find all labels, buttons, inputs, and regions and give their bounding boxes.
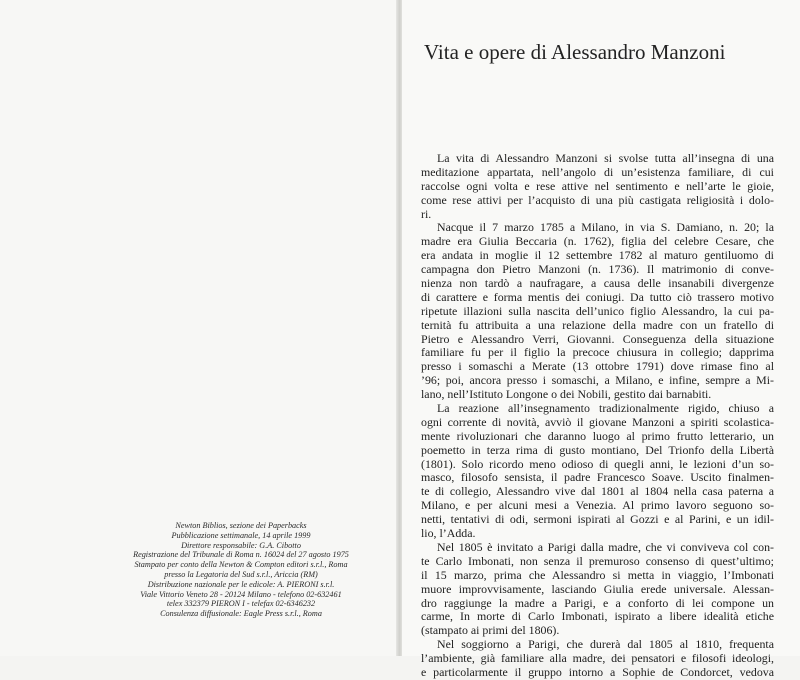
colophon-line: Newton Biblios, sezione dei Paperbacks (175, 521, 307, 530)
text-line: masco, filosofo sensista, il padre Francesco Soave. Uscito finalmen- (421, 470, 774, 485)
text-line: ogni corrente di novità, avviò il giovane Manzoni a spiriti scolastica- (421, 414, 774, 429)
text-line: era andata in moglie il 12 settembre 1782 al maturo gentiluomo di (421, 248, 774, 263)
text-line: Pietro e Alessandro Verri, Giovanni. Conseguenza della situazione (421, 331, 774, 346)
text-line: Nel soggiorno a Parigi, che durerà dal 1805 al 1810, frequenta (437, 637, 774, 652)
text-line: madre era Giulia Beccaria (n. 1762), figlia del celebre Cesare, che (421, 234, 774, 249)
text-line: dro raggiunge la madre a Parigi, e a conforto di lei compone un (421, 595, 774, 610)
text-line: lano, nell’Istituto Longone o dei Nobili, gestito dai barnabiti. (421, 387, 712, 402)
text-line: raccolse ogni volta e rese attive nel sentimento e nell’arte le gioie, (421, 178, 774, 193)
text-line: Nacque il 7 marzo 1785 a Milano, in via S. Damiano, n. 20; la (437, 220, 774, 235)
text-line: familiare fu per il figlio la precoce chiusura in collegio; dapprima (421, 345, 774, 360)
colophon-line: telex 332379 PIERON I - telefax 02-6346232 (166, 599, 316, 609)
text-line: muore improvvisamente, lasciando Giulia erede universale. Alessan- (421, 581, 774, 596)
text-line: (stampato ai primi del 1806). (421, 623, 560, 638)
text-line: come rese attivi per l’acquisto di una più castigata religiosità i dolo- (421, 192, 774, 207)
colophon-line: presso la Legatoria del Sud s.r.l., Ariccia (RM) (164, 569, 318, 579)
text-line: La vita di Alessandro Manzoni si svolse tutta all’insegna di una (437, 151, 774, 165)
colophon-line: Viale Vittorio Veneto 28 - 20124 Milano - telefono 02-632461 (140, 589, 342, 599)
text-line: ’96; poi, ancora presso i somaschi, a Milano, e infine, sempre a Mi- (421, 373, 774, 388)
text-line: campagna don Pietro Manzoni (n. 1736). Il matrimonio di conve- (421, 262, 774, 277)
text-line: presso i somaschi a Merate (13 ottobre 1791) dove rimase fino al (421, 359, 774, 374)
text-line: e particolarmente il gruppo intorno a Sophie de Condorcet, vedova (421, 664, 774, 679)
colophon-line: Pubblicazione settimanale, 14 aprile 1999 (171, 530, 311, 540)
text-line: il 15 marzo, prima che Alessandro si metta in viaggio, l’Imbonati (421, 567, 774, 582)
text-line: di carattere e forma mentis dei coniugi. Da tutto ciò trassero motivo (421, 289, 774, 304)
text-line: l’ambiente, già familiare alla madre, dei pensatori e filosofi ideologi, (421, 651, 774, 666)
text-line: ri. (421, 206, 432, 221)
text-line: mente rivoluzionari che daranno luogo al primo frutto letterario, un (421, 428, 774, 443)
text-line: te Carlo Imbonati, non senza il premuroso consenso di quest’ultimo; (421, 553, 774, 568)
text-line: nienza non tardò a naufragare, a causa delle insanabili divergenze (421, 276, 774, 291)
text-line: (1801). Solo ricordo meno odioso di quegli anni, le lezioni d’un so- (421, 456, 774, 471)
left-page (0, 0, 398, 656)
text-line: te di collegio, Alessandro vive dal 1801 al 1804 nella casa paterna a (421, 484, 774, 499)
colophon-line: Direttore responsabile: G.A. Cibotto (181, 540, 301, 550)
text-line: Milano, e per alcuni mesi a Venezia. Al primo lavoro seguono so- (421, 498, 774, 513)
colophon-line: Consulenza diffusionale: Eagle Press s.r.l., Roma (160, 609, 322, 619)
colophon (98, 521, 384, 619)
text-line: netti, tentativi di odi, sermoni ispirati al Gozzi e al Parini, e un idil- (421, 512, 774, 527)
text-line: carme, In morte di Carlo Imbonati, ispirato a libere idealità etiche (421, 609, 774, 624)
text-line: poemetto in terza rima di gusto montiano, Del Trionfo della Libertà (421, 442, 774, 457)
text-line: La reazione all’insegnamento tradizionalmente rigido, chiuso a (437, 401, 774, 416)
colophon-line: Stampato per conto della Newton & Compton editori s.r.l., Roma (134, 560, 348, 570)
text-line: ternità fu attribuita a una relazione della madre con un fratello di (421, 317, 774, 332)
text-line: lio, l’Adda. (421, 526, 476, 541)
colophon-line: Registrazione del Tribunale di Roma n. 16024 del 27 agosto 1975 (133, 550, 349, 560)
chapter-title: Vita e opere di Alessandro Manzoni (424, 40, 726, 64)
text-line: Nel 1805 è invitato a Parigi dalla madre, che vi conviveva col con- (437, 539, 774, 554)
text-line: ripetute illazioni sulla nascita dell’unico figlio Alessandro, la cui pa- (421, 303, 774, 318)
text-line: meditazione appartata, nell’angolo di un’esistenza familiare, di cui (421, 164, 774, 179)
colophon-line: Distribuzione nazionale per le edicole: A. PIERONI s.r.l. (147, 579, 335, 589)
chapter-body (421, 152, 774, 680)
